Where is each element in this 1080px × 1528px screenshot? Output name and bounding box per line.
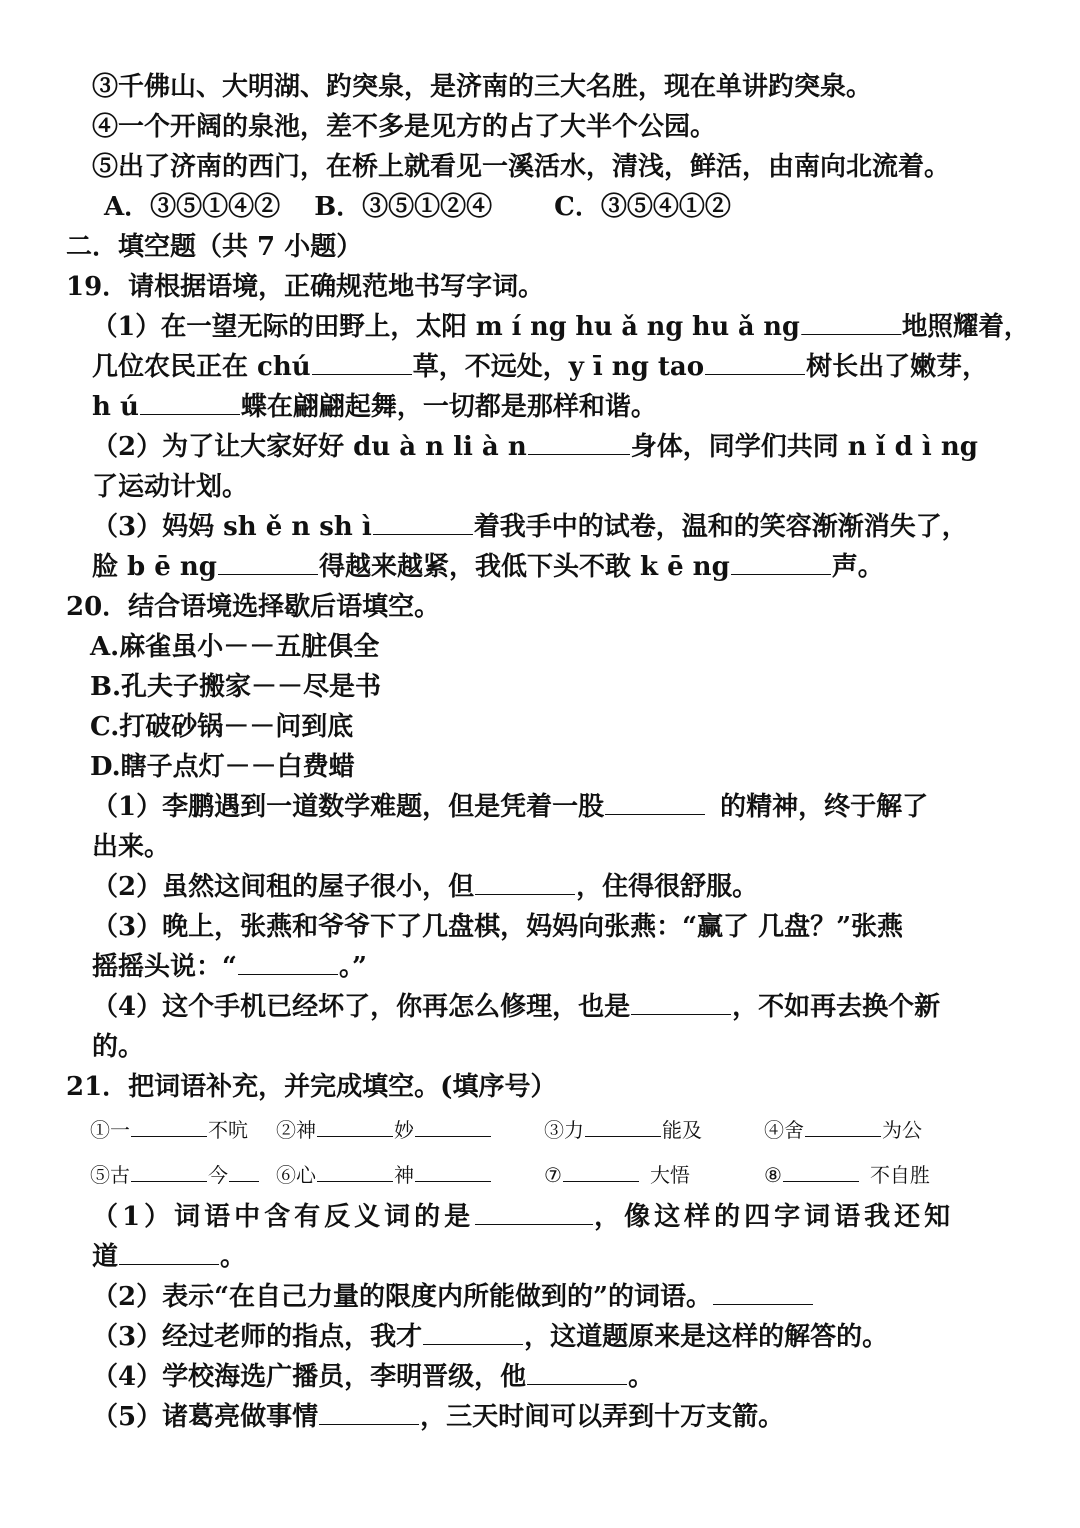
q21-w2-prefix: ②神 xyxy=(276,1118,316,1142)
q19-p1-text-a: （1）在一望无际的田野上，太阳 m í ng hu ǎ ng hu ǎ ng xyxy=(92,312,800,342)
q20-blank-1[interactable] xyxy=(605,790,705,815)
q21-blank-w3[interactable] xyxy=(585,1116,661,1137)
q19-p1-line2 xyxy=(92,350,988,384)
q21-w6-mid: 神 xyxy=(394,1163,414,1187)
q21-blank-p1a[interactable] xyxy=(475,1200,593,1225)
q19-p3-text-e: 声。 xyxy=(831,552,884,582)
q21-p4-text-a: （4）学校海选广播员，李明晋级，他 xyxy=(92,1362,527,1392)
q20-blank-3[interactable] xyxy=(238,950,338,975)
q19-p1-text-d: 草，不远处，y ī ng tao xyxy=(412,352,705,382)
sentence-3: ③千佛山、大明湖、趵突泉，是济南的三大名胜，现在单讲趵突泉。 xyxy=(92,72,873,102)
q21-p4-text-b: 。 xyxy=(628,1362,655,1392)
q21-blank-w7[interactable] xyxy=(563,1161,639,1182)
q19-p1-line1 xyxy=(92,310,1029,344)
q20-p2-text-a: （2）虽然这间租的屋子很小，但 xyxy=(92,872,475,902)
q21-w3-suffix: 能及 xyxy=(662,1118,702,1142)
q20-p4-text-a: （4）这个手机已经坏了，你再怎么修理，也是 xyxy=(92,992,631,1022)
q21-blank-w2b[interactable] xyxy=(415,1116,491,1137)
option-a[interactable]: A．③⑤①④② xyxy=(104,192,281,222)
q19-p1-text-c: 几位农民正在 chú xyxy=(92,352,311,382)
q20-p1-text-a: （1）李鹏遇到一道数学难题，但是凭着一股 xyxy=(92,792,605,822)
q19-p1-text-b: 地照耀着， xyxy=(901,312,1030,342)
q20-p1-line1 xyxy=(92,790,928,824)
q21-w8-suffix: 不自胜 xyxy=(869,1163,930,1187)
q19-p2-line1 xyxy=(92,430,978,464)
section-title: 二．填空题（共 7 小题） xyxy=(66,232,363,262)
q21-word-5 xyxy=(90,1160,260,1190)
q21-w6-prefix: ⑥心 xyxy=(276,1163,316,1187)
sentence-5: ⑤出了济南的西门，在桥上就看见一溪活水，清浅，鲜活，由南向北流着。 xyxy=(92,152,951,182)
q21-blank-w6a[interactable] xyxy=(317,1161,393,1182)
q21-w4-suffix: 为公 xyxy=(882,1118,922,1142)
q19-blank-keng[interactable] xyxy=(731,550,831,575)
q19-p2-line2: 了运动计划。 xyxy=(92,472,249,502)
q21-blank-p2[interactable] xyxy=(713,1280,813,1305)
q19-blank-minghuang[interactable] xyxy=(801,310,901,335)
q19-p1-line3 xyxy=(92,390,657,424)
q21-blank-w5a[interactable] xyxy=(131,1161,207,1182)
q19-blank-yingtao[interactable] xyxy=(705,350,805,375)
q19-p3-line1 xyxy=(92,510,968,544)
q21-blank-w4[interactable] xyxy=(805,1116,881,1137)
q21-p3-text-b: ，这道题原来是这样的解答的。 xyxy=(524,1322,889,1352)
q21-w7-prefix: ⑦ xyxy=(544,1163,562,1187)
q21-p1-text-a: （1）词语中含有反义词的是 xyxy=(92,1202,475,1232)
q21-blank-w8[interactable] xyxy=(783,1161,859,1182)
q21-blank-w6b[interactable] xyxy=(415,1161,491,1182)
sentence-4: ④一个开阔的泉池，差不多是见方的占了大半个公园。 xyxy=(92,112,717,142)
q20-p1-line2: 出来。 xyxy=(92,832,171,862)
q21-w7-suffix: 大悟 xyxy=(649,1163,690,1187)
q19-p3-text-b: 着我手中的试卷，温和的笑容渐渐消失了， xyxy=(473,512,968,542)
q19-p3-text-d: 得越来越紧，我低下头不敢 k ē ng xyxy=(318,552,730,582)
q21-w5-mid: 今 xyxy=(208,1163,228,1187)
q19-p3-line2 xyxy=(92,550,884,584)
q20-p4-line1 xyxy=(92,990,940,1024)
q20-p4-line2: 的。 xyxy=(92,1032,145,1062)
q20-blank-4[interactable] xyxy=(631,990,731,1015)
q21-word-1 xyxy=(90,1115,248,1145)
q21-blank-w2a[interactable] xyxy=(317,1116,393,1137)
q21-stem: 21．把词语补充，并完成填空。(填序号） xyxy=(66,1072,557,1102)
q19-p2-text-b: 身体，同学们共同 n ǐ d ì ng xyxy=(630,432,978,462)
q19-blank-beng[interactable] xyxy=(218,550,318,575)
q19-p1-text-e: 树长出了嫩芽， xyxy=(806,352,989,382)
q20-p3-text-c: 。” xyxy=(338,952,367,982)
q20-p1-text-b: 的精神，终于解了 xyxy=(720,792,929,822)
q21-blank-p3[interactable] xyxy=(423,1320,523,1345)
q21-w4-prefix: ④舍 xyxy=(764,1118,804,1142)
q21-word-7 xyxy=(544,1160,690,1190)
q21-p3-line1 xyxy=(92,1320,888,1354)
q19-blank-shenshi[interactable] xyxy=(373,510,473,535)
q21-w1-prefix: ①一 xyxy=(90,1118,130,1142)
q21-p2-line1 xyxy=(92,1280,814,1314)
q21-blank-p5[interactable] xyxy=(319,1400,419,1425)
q20-option-d: D.瞎子点灯－－白费蜡 xyxy=(90,752,355,782)
q21-p1-line1 xyxy=(92,1200,954,1234)
q19-blank-chu[interactable] xyxy=(312,350,412,375)
q19-p2-text-a: （2）为了让大家好好 du à n li à n xyxy=(92,432,527,462)
q21-word-6 xyxy=(276,1160,492,1190)
q21-word-8 xyxy=(764,1160,930,1190)
q20-p2-text-b: ，住得很舒服。 xyxy=(576,872,759,902)
q20-p3-text-b: 摇摇头说：“ xyxy=(92,952,237,982)
q20-p2-line1 xyxy=(92,870,758,904)
q20-option-a: A.麻雀虽小－－五脏俱全 xyxy=(90,632,380,662)
q21-blank-p1b[interactable] xyxy=(119,1240,219,1265)
q21-word-2 xyxy=(276,1115,492,1145)
q21-blank-w1[interactable] xyxy=(131,1116,207,1137)
q21-p5-text-b: ，三天时间可以弄到十万支箭。 xyxy=(420,1402,785,1432)
q21-word-4 xyxy=(764,1115,922,1145)
q21-blank-w5b[interactable] xyxy=(229,1161,259,1182)
q20-p3-line1: （3）晚上，张燕和爷爷下了几盘棋，妈妈向张燕：“赢了 几盘？”张燕 xyxy=(92,912,904,942)
q21-p1-line2 xyxy=(92,1240,246,1274)
option-b[interactable]: B．③⑤①②④ xyxy=(314,192,493,222)
q19-p1-text-g: 蝶在翩翩起舞，一切都是那样和谐。 xyxy=(240,392,657,422)
q21-word-3 xyxy=(544,1115,702,1145)
q20-p3-line2 xyxy=(92,950,367,984)
q21-w5-prefix: ⑤古 xyxy=(90,1163,130,1187)
q21-w2-mid: 妙 xyxy=(394,1118,414,1142)
q21-blank-p4[interactable] xyxy=(527,1360,627,1385)
q19-p3-text-a: （3）妈妈 sh ě n sh ì xyxy=(92,512,372,542)
q20-p4-text-b: ，不如再去换个新 xyxy=(732,992,941,1022)
q21-w1-suffix: 不吭 xyxy=(208,1118,248,1142)
q20-option-b: B.孔夫子搬家－－尽是书 xyxy=(90,672,382,702)
option-c[interactable]: C．③⑤④①② xyxy=(554,192,731,222)
q19-stem: 19．请根据语境，正确规范地书写字词。 xyxy=(66,272,545,302)
q20-stem: 20．结合语境选择歇后语填空。 xyxy=(66,592,441,622)
q19-blank-duanlian[interactable] xyxy=(528,430,630,455)
q21-p5-text-a: （5）诸葛亮做事情 xyxy=(92,1402,319,1432)
choice-options xyxy=(104,190,731,224)
q19-p1-text-f: h ú xyxy=(92,392,139,422)
q21-p4-line1 xyxy=(92,1360,654,1394)
q21-p1-text-c: 道 xyxy=(92,1242,119,1272)
q19-blank-hu[interactable] xyxy=(140,390,240,415)
q19-p3-text-c: 脸 b ē ng xyxy=(92,552,217,582)
q21-w3-prefix: ③力 xyxy=(544,1118,584,1142)
q21-p1-text-d: 。 xyxy=(220,1242,247,1272)
q20-option-c: C.打破砂锅－－问到底 xyxy=(90,712,354,742)
q21-p2-text-a: （2）表示“在自己力量的限度内所能做到的”的词语。 xyxy=(92,1282,713,1312)
q21-p5-line1 xyxy=(92,1400,784,1434)
q20-blank-2[interactable] xyxy=(475,870,575,895)
q21-p3-text-a: （3）经过老师的指点，我才 xyxy=(92,1322,423,1352)
q21-p1-text-b: ，像这样的四字词语我还知 xyxy=(594,1202,955,1232)
q21-w8-prefix: ⑧ xyxy=(764,1163,782,1187)
